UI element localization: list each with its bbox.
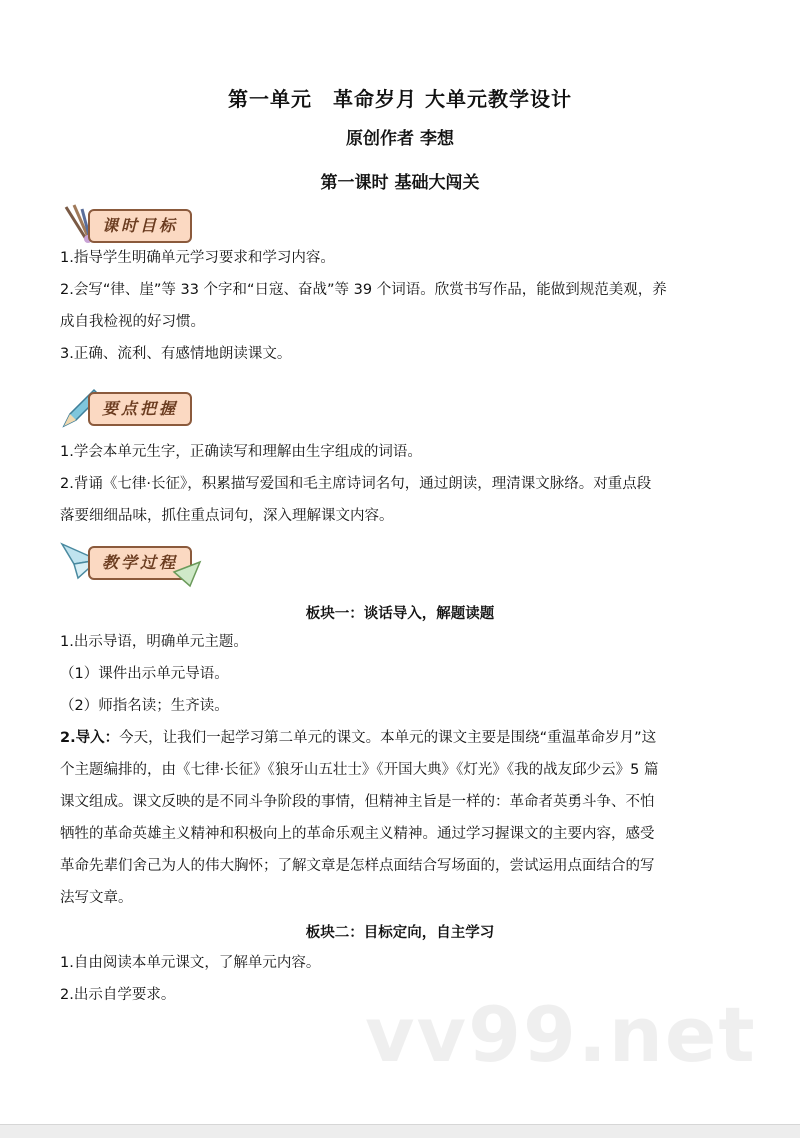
- block1-line-3: （2）师指名读；生齐读。: [60, 698, 229, 714]
- goal-item-3: 3.正确、流利、有感情地朗读课文。: [60, 346, 292, 362]
- block1-line-1: 1.出示导语，明确单元主题。: [60, 634, 248, 650]
- intro-line-2: 个主题编排的，由《七律·长征》《狼牙山五壮士》《开国大典》《灯光》《我的战友邱少云》5 篇: [60, 762, 659, 778]
- key-point-1: 1.学会本单元生字，正确读写和理解由生字组成的词语。: [60, 444, 422, 460]
- lesson-title: 第一课时 基础大闯关: [320, 173, 480, 193]
- goal-item-1: 1.指导学生明确单元学习要求和学习内容。: [60, 250, 335, 266]
- intro-line-5: 革命先辈们舍己为人的伟大胸怀；了解文章是怎样点面结合写场面的，尝试运用点面结合的写: [60, 858, 655, 874]
- intro-line-1: 2.导入：今天，让我们一起学习第二单元的课文。本单元的课文主要是围绕“重温革命岁月”这: [60, 730, 657, 746]
- goals-list: [60, 242, 740, 370]
- intro-line-3: 课文组成。课文反映的是不同斗争阶段的事情，但精神主旨是一样的：革命者英勇斗争、不怕: [60, 794, 655, 810]
- document-title: 第一单元 革命岁月 大单元教学设计: [228, 87, 572, 111]
- process-badge: [60, 540, 210, 582]
- key-points-badge-label: 要点把握: [88, 392, 192, 426]
- intro-line-4: 牺牲的革命英雄主义精神和积极向上的革命乐观主义精神。通过学习握课文的主要内容，感受: [60, 826, 655, 842]
- goals-badge: [60, 203, 210, 245]
- key-points-badge: [60, 386, 210, 428]
- block1-body: [60, 626, 740, 914]
- goals-badge-label: 课时目标: [88, 209, 192, 243]
- block2-line-2: 2.出示自学要求。: [60, 987, 176, 1003]
- author-line: 原创作者 李想: [346, 129, 454, 149]
- goal-item-2: 2.会写“律、崖”等 33 个字和“日寇、奋战”等 39 个词语。欣赏书写作品，能做到规范美观，养: [60, 282, 667, 298]
- small-plane-icon: [172, 558, 202, 588]
- watermark: vv99.net: [365, 990, 757, 1079]
- key-point-2-cont: 落要细细品味，抓住重点词句，深入理解课文内容。: [60, 508, 394, 524]
- goal-item-2-cont: 成自我检视的好习惯。: [60, 314, 205, 330]
- process-badge-label: 教学过程: [88, 546, 192, 580]
- block2-line-1: 1.自由阅读本单元课文，了解单元内容。: [60, 955, 321, 971]
- block2-heading: 板块二：目标定向，自主学习: [305, 925, 495, 941]
- block1-line-2: （1）课件出示单元导语。: [60, 666, 229, 682]
- key-points-list: [60, 436, 740, 532]
- key-point-2: 2.背诵《七律·长征》，积累描写爱国和毛主席诗词名句，通过朗读，理清课文脉络。对重点段: [60, 476, 652, 492]
- viewer-bottom-edge: [0, 1124, 800, 1138]
- block1-heading: 板块一：谈话导入，解题读题: [305, 606, 495, 622]
- intro-label: 2.导入：: [60, 730, 120, 746]
- intro-line-6: 法写文章。: [60, 890, 133, 906]
